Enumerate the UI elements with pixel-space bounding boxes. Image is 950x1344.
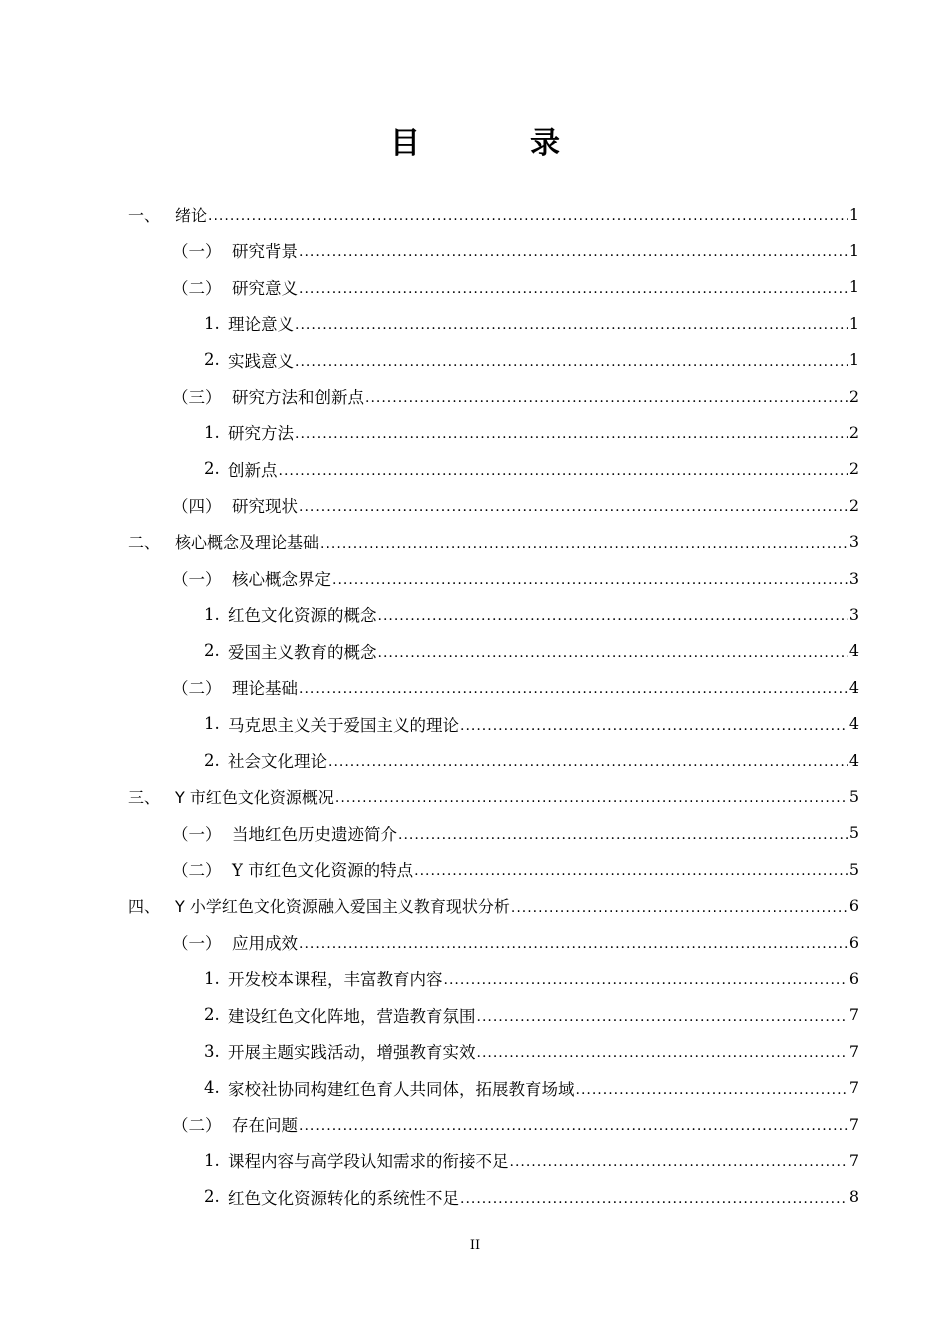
toc-entry-page-number: 5: [848, 786, 859, 806]
toc-entry-page-number: 4: [848, 677, 859, 697]
toc-entry-page-number: 4: [848, 750, 859, 770]
page-title: 目 录: [390, 126, 600, 161]
toc-entry-number: （一）: [172, 934, 222, 953]
toc-dot-leader: [576, 1082, 848, 1106]
toc-dot-leader: [414, 863, 848, 887]
toc-dot-leader: [295, 354, 848, 378]
toc-entry-number: 2.: [204, 459, 220, 479]
toc-entry-page-number: 2: [848, 459, 859, 479]
toc-entry[interactable]: [204, 596, 859, 632]
toc-entry-number: （四）: [172, 497, 222, 517]
toc-dot-leader: [477, 1045, 848, 1069]
toc-dot-leader: [365, 390, 848, 414]
toc-dot-leader: [208, 208, 848, 232]
toc-entry-page-number: 1: [848, 313, 859, 333]
toc-entry-page-number: 7: [848, 1041, 859, 1061]
toc-entry[interactable]: [172, 378, 859, 414]
toc-dot-leader: [444, 972, 848, 996]
toc-entry-title: 绪论: [175, 205, 208, 225]
toc-entry[interactable]: [172, 669, 859, 705]
toc-entry[interactable]: [172, 232, 859, 268]
toc-entry-number: 2.: [204, 641, 220, 661]
toc-dot-leader: [460, 1191, 848, 1215]
toc-entry-page-number: 2: [848, 422, 859, 442]
toc-dot-leader: [332, 572, 848, 596]
toc-entry[interactable]: [172, 560, 859, 596]
toc-entry-number: （一）: [172, 570, 222, 589]
toc-entry-title: 课程内容与高学段认知需求的衔接不足: [228, 1152, 509, 1172]
toc-entry-title: 应用成效: [232, 934, 298, 953]
toc-entry[interactable]: [204, 1179, 859, 1215]
toc-entry[interactable]: [204, 633, 859, 669]
toc-entry-number: 1.: [204, 968, 220, 988]
toc-entry-page-number: 5: [848, 859, 859, 879]
toc-entry-title: 开发校本课程，丰富教育内容: [228, 970, 443, 990]
toc-entry-page-number: 1: [848, 204, 859, 224]
toc-entry-title: 开展主题实践活动，增强教育实效: [228, 1043, 476, 1063]
toc-entry-title: 建设红色文化阵地，营造教育氛围: [228, 1006, 476, 1026]
toc-entry[interactable]: [172, 487, 859, 523]
toc-entry-number: （二）: [172, 679, 222, 699]
toc-entry-title: 创新点: [228, 460, 278, 480]
toc-entry[interactable]: [172, 851, 859, 887]
toc-entry-page-number: 7: [848, 1005, 859, 1025]
toc-dot-leader: [320, 536, 848, 560]
toc-entry-number: 一、: [128, 205, 161, 225]
toc-entry-title: 红色文化资源转化的系统性不足: [228, 1188, 459, 1208]
toc-entry-number: 2.: [204, 350, 220, 370]
toc-entry-number: 2.: [204, 1005, 220, 1025]
toc-dot-leader: [398, 827, 848, 851]
toc-entry-title: 当地红色历史遗迹简介: [232, 824, 397, 844]
toc-entry-title: 研究背景: [232, 242, 298, 262]
toc-dot-leader: [295, 426, 848, 450]
toc-entry-page-number: 6: [848, 932, 859, 952]
toc-entry-number: （二）: [172, 278, 222, 298]
toc-entry-page-number: 8: [848, 1187, 859, 1207]
toc-entry-page-number: 7: [848, 1150, 859, 1170]
toc-entry-page-number: 3: [848, 532, 859, 552]
toc-entry-title: 爱国主义教育的概念: [228, 642, 377, 662]
toc-entry-number: （一）: [172, 242, 222, 262]
toc-entry-page-number: 1: [848, 240, 859, 260]
toc-entry-title: 家校社协同构建红色育人共同体，拓展教育场域: [228, 1079, 575, 1099]
toc-entry-page-number: 3: [848, 568, 859, 588]
toc-entry[interactable]: [172, 815, 859, 851]
toc-entry-title: 研究现状: [232, 497, 298, 517]
toc-entry-page-number: 4: [848, 714, 859, 734]
toc-dot-leader: [299, 681, 848, 705]
toc-entry-number: 3.: [204, 1041, 220, 1061]
toc-entry-number: 二、: [128, 533, 161, 553]
toc-entry-title: 存在问题: [232, 1116, 298, 1135]
toc-entry-page-number: 6: [848, 968, 859, 988]
toc-entry-title: 社会文化理论: [228, 752, 327, 771]
toc-entry-page-number: 2: [848, 386, 859, 406]
toc-entry-number: 1.: [204, 422, 220, 442]
toc-entry[interactable]: [128, 778, 859, 814]
toc-entry-number: 三、: [128, 787, 161, 807]
toc-entry-number: （二）: [172, 1116, 222, 1135]
toc-entry[interactable]: [204, 997, 859, 1033]
toc-dot-leader: [299, 936, 848, 960]
toc-entry-title: 理论基础: [232, 679, 298, 699]
toc-entry-page-number: 3: [848, 604, 859, 624]
toc-entry[interactable]: [204, 342, 859, 378]
page-number-footer: II: [469, 1238, 481, 1253]
toc-entry[interactable]: [128, 524, 859, 560]
toc-entry[interactable]: [204, 1033, 859, 1069]
toc-entry[interactable]: [204, 1070, 859, 1106]
toc-dot-leader: [335, 790, 848, 814]
toc-entry[interactable]: [204, 960, 859, 996]
toc-entry[interactable]: [204, 1142, 859, 1178]
toc-entry-number: （一）: [172, 824, 222, 844]
toc-entry-title: 实践意义: [228, 351, 294, 371]
toc-dot-leader: [460, 718, 848, 742]
toc-dot-leader: [295, 317, 848, 341]
toc-entry-number: 2.: [204, 750, 220, 770]
toc-entry[interactable]: [204, 305, 859, 341]
toc-entry-number: 1.: [204, 313, 220, 333]
toc-entry-title: 研究方法: [228, 424, 294, 444]
toc-entry-number: 1.: [204, 604, 220, 624]
toc-entry-title: 研究方法和创新点: [232, 388, 364, 407]
toc-entry-number: 4.: [204, 1078, 220, 1098]
toc-entry-title: Y 市红色文化资源的特点: [232, 861, 414, 881]
toc-entry[interactable]: [128, 196, 859, 232]
toc-dot-leader: [378, 608, 848, 632]
toc-entry[interactable]: [204, 706, 859, 742]
toc-entry-title: 马克思主义关于爱国主义的理论: [228, 715, 459, 735]
toc-entry-page-number: 2: [848, 495, 859, 515]
toc-dot-leader: [299, 244, 848, 268]
toc-entry-page-number: 1: [848, 350, 859, 370]
toc-entry-number: 1.: [204, 714, 220, 734]
toc-entry-page-number: 1: [848, 277, 859, 297]
toc-dot-leader: [299, 281, 848, 305]
toc-entry-number: （二）: [172, 861, 222, 881]
toc-entry-title: 核心概念界定: [232, 570, 331, 589]
toc-dot-leader: [477, 1009, 848, 1033]
toc-entry-title: 研究意义: [232, 278, 298, 298]
toc-entry-title: Y 市红色文化资源概况: [175, 787, 334, 807]
toc-dot-leader: [279, 463, 848, 487]
toc-entry[interactable]: [172, 924, 859, 960]
toc-entry-number: 2.: [204, 1187, 220, 1207]
toc-entry[interactable]: [204, 414, 859, 450]
toc-entry-page-number: 5: [848, 823, 859, 843]
toc-dot-leader: [299, 499, 848, 523]
toc-entry[interactable]: [204, 742, 859, 778]
toc-entry-number: （三）: [172, 388, 222, 407]
toc-entry-title: 理论意义: [228, 315, 294, 335]
toc-dot-leader: [328, 754, 848, 778]
toc-dot-leader: [510, 1154, 848, 1178]
toc-entry-page-number: 7: [848, 1114, 859, 1134]
toc-entry-title: Y 小学红色文化资源融入爱国主义教育现状分析: [175, 897, 510, 917]
toc-entry[interactable]: [204, 451, 859, 487]
toc-entry-title: 核心概念及理论基础: [175, 533, 320, 553]
toc-dot-leader: [511, 900, 848, 924]
toc-dot-leader: [299, 1118, 848, 1142]
toc-entry[interactable]: [128, 888, 859, 924]
toc-entry-page-number: 4: [848, 641, 859, 661]
toc-entry-page-number: 7: [848, 1078, 859, 1098]
toc-dot-leader: [378, 645, 848, 669]
toc-entry-page-number: 6: [848, 896, 859, 916]
toc-entry[interactable]: [172, 1106, 859, 1142]
toc-entry[interactable]: [172, 269, 859, 305]
toc-entry-number: 四、: [128, 897, 161, 917]
toc-entry-title: 红色文化资源的概念: [228, 606, 377, 626]
toc-entry-number: 1.: [204, 1150, 220, 1170]
